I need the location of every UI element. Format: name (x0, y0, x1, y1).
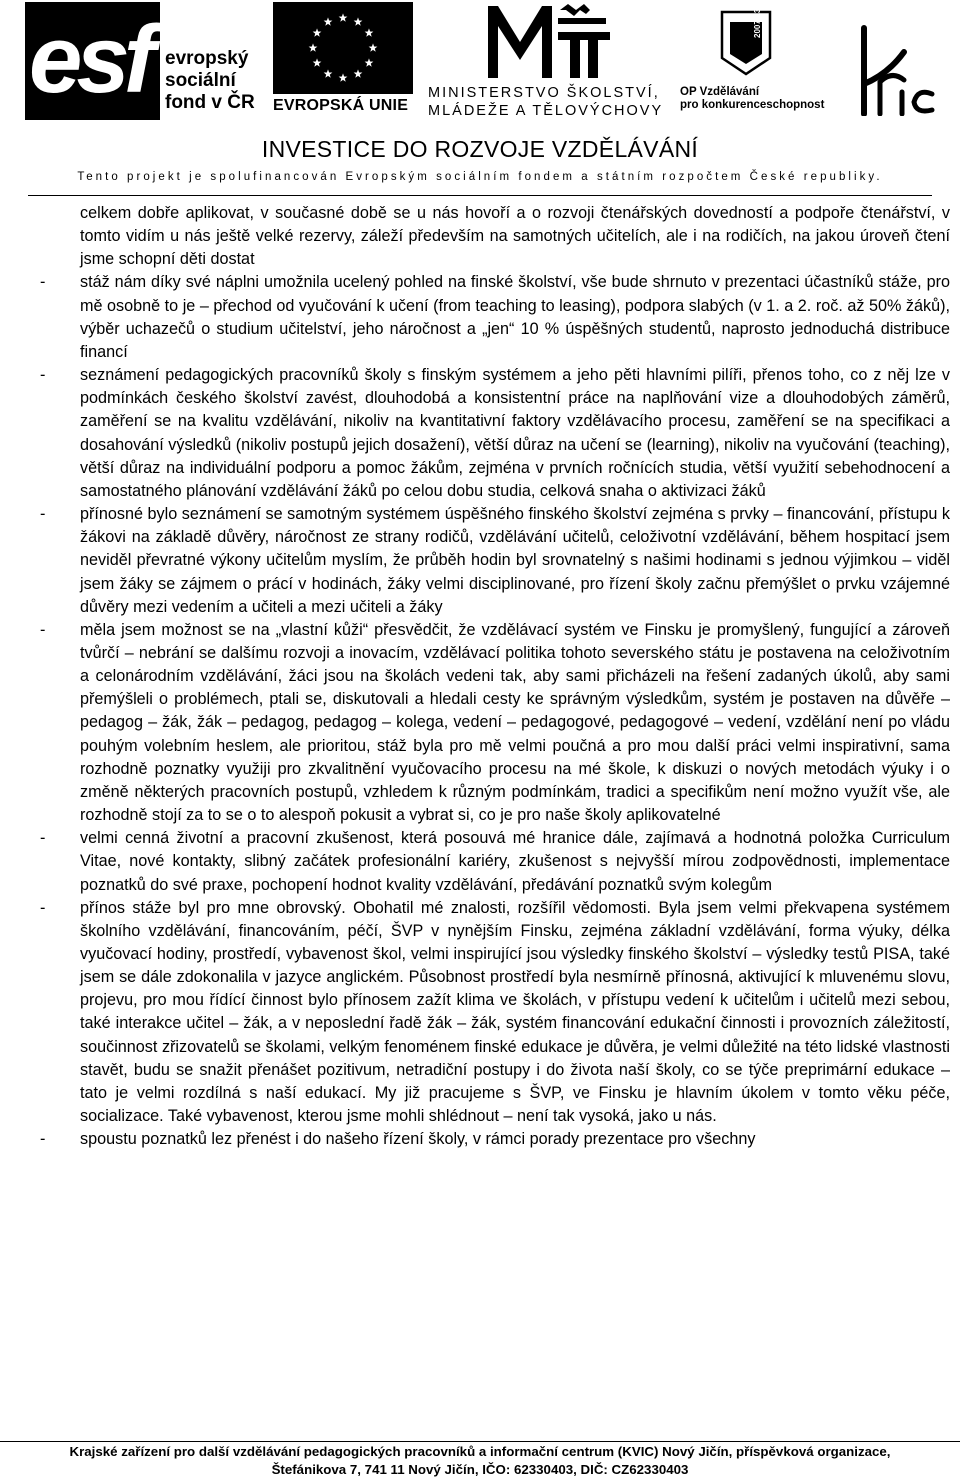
list-item (40, 271, 950, 364)
op-logo-text (680, 86, 824, 112)
list-item (40, 503, 950, 619)
list-dash: - (40, 898, 46, 917)
list-item-text: velmi cenná životní a pracovní zkušenost, která posouvá mé hranice dále, zajímavá a hodnotná položka Curriculum Vitae, nové kontakty, slibný začátek profesionální kariéry, zkušenost s nejvyšší mírou zodpovědnosti, implementace poznatků do své praxe, pochopení hodnot kvality vzdělávání, předávání poznatků svým kolegům (80, 829, 950, 894)
esf-logo-letters: esf (29, 6, 150, 113)
list-dash: - (40, 273, 46, 292)
msmt-logo-icon (486, 2, 616, 80)
esf-line-3: fond v ČR (165, 92, 255, 113)
op-years: 2007-13 (753, 8, 762, 38)
msmt-line-2: MLÁDEŽE A TĚLOVÝCHOVY (428, 103, 664, 119)
list-dash: - (40, 505, 46, 524)
list-item-text: přínosné bylo seznámení se samotným systémem úspěšného finského školství zejména s prvky – financování, přístupu k žákovi na základě důvěry, náročnost ze strany rodičů, vzdělávání učitelů, celoživotní vzdělávání, během hospitací jsem neviděl převratné výkony učitelům myslím, že průběh hodin byl srovnatelný s našimi hodinami s jednou výjimkou – viděl jsem žáky se zájmem o prácí v hodinách, žáky velmi disciplinované, pro řízení školy začnu přemýšlet o prvku vzájemné důvěry mezi vedením a učiteli a mezi učiteli a žáky (80, 505, 950, 616)
msmt-logo-text (428, 84, 663, 120)
header-logos (0, 0, 960, 130)
esf-logo (25, 2, 160, 120)
msmt-line-1: MINISTERSTVO ŠKOLSTVÍ, (428, 85, 660, 101)
list-dash: - (40, 366, 46, 385)
op-line-1: OP Vzdělávání (680, 86, 760, 98)
op-line-2: pro konkurenceschopnost (680, 99, 825, 111)
esf-line-1: evropský (165, 48, 249, 69)
list-item-text: spoustu poznatků lez přenést i do našeho řízení školy, v rámci porady prezentace pro všechny (80, 1130, 756, 1149)
list-dash: - (40, 620, 46, 639)
list-item (40, 1128, 950, 1151)
list-item (40, 897, 950, 1129)
list-item-text: měla jsem možnost se na „vlastní kůži“ přesvědčit, že vzdělávací systém ve Finsku je promyšlený, fungující a zároveň tvůrčí – nebrání se dalšímu rozvoji a inovacím, vzdělávací politika tohoto severského státu je postavena na celoživotním a celonárodním vzdělávání, žáci jsou na školách vedeni tak, aby sami přicházeli na řešení zadaných úkolů, aby sami přemýšleli o problémech, ptali se, diskutovali a hledali cesty ke správným výsledkům, systém je postaven na důvěře – pedagog – žák, žák – pedagog, pedagog – kolega, vedení – pedagogové, pedagogové – vedení, vzdělání není po vládu pouhým volebním heslem, ale prioritou, stáž byla pro mě velmi poučná a pro mou další práci velmi inspirativní, sama rozhodně poznatky využiji pro zkvalitnění vyučovacího procesu na mé škole, k diskuzi o nových metodách výuky i o změně některých pracovních postupů, vzhledem k různým podmínkám, tradici a specifikům není možno využít vše, ale rozhodně stojí za to se o to alespoň pokusit a vybrat si, co je pro naše školy aplikovatelné (80, 620, 950, 825)
op-seal-icon (718, 8, 774, 78)
footer-rule (0, 1441, 960, 1442)
continuation-paragraph: celkem dobře aplikovat, v současné době se u nás hovoří a o rozvoji čtenářských dovedností a podpoře čtenářství, v tomto vidím u nás ještě velké rezervy, záleží především na samotných učitelích, ale i na rodičích, na jakou úroveň čtení jsme schopní děti dostat (80, 204, 950, 269)
list-item (40, 827, 950, 896)
document-body (40, 202, 950, 1151)
eu-flag-icon (273, 2, 413, 94)
investice-heading: INVESTICE DO ROZVOJE VZDĚLÁVÁNÍ (261, 136, 699, 162)
eu-label: EVROPSKÁ UNIE (273, 97, 409, 114)
footer (0, 1443, 960, 1479)
esf-line-2: sociální (165, 70, 236, 91)
footer-line-1: Krajské zařízení pro další vzdělávání pedagogických pracovníků a informační centrum (KVIC) Nový Jičín, příspěvková organizace, (69, 1444, 891, 1459)
list-item-text: přínos stáže byl pro mne obrovský. Obohatil mé znalosti, rozšířil vědomosti. Byla jsem velmi překvapena systémem školního vzdělávání, financováním, péčí, ŠVP v nynějším Finsku, zejména základní vzdělávání, forma výuky, délka vyučovací hodiny, prostředí, vybavenost škol, velmi inspirující jsou výsledky finského školství – výsledky testů PISA, také jsem se dále zdokonalila v jazyce anglickém. Působnost prostředí byla nesmírně přínosná, aktivující k mluvenému slovu, projevu, pro mou řídící činnost bylo přínosem zažít klima ve školách, v přístupu vedení k učitelům i učitelů mezi sebou, také interakce učitel – žák, a v neposlední řadě žák – žák, systém financování edukační činnosti i provozních záležitostí, součinnost zřizovatelů se školami, velkým fenoménem finské edukace je důvěra, je velmi důležité na této lidské vlastnosti stavět, budu se snažit přenášet pozitivum, netradiční postupy i do života naší školy, co se týče preprimární edukace – tato je velmi rozdílná s naší edukací. My již pracujeme s ŠVP, ve Finsku je hlavním úkolem v tomto věku péče, socializace. Také vybavenost, kterou jsme mohli shlédnout – není tak vysoká, jako u nás. (80, 898, 950, 1126)
list-dash: - (40, 1130, 46, 1149)
cofinancing-tagline: Tento projekt je spolufinancován Evropským sociálním fondem a státním rozpočtem České republiky. (77, 171, 883, 183)
esf-logo-text (165, 48, 255, 114)
kvic-logo-icon (858, 22, 936, 116)
list-dash: - (40, 829, 46, 848)
list-item (40, 364, 950, 503)
list-item-text: stáž nám díky své náplni umožnila ucelený pohled na finské školství, vše bude shrnuto v prezentaci účastníků stáže, pro mě osobně to je – přechod od vyučování k učení (from teaching to leasing), podpora slabých (v 1. a 2. roč. až 50% žáků), výběr uchazečů o studium učitelství, jeho náročnost a „jen“ 10 % úspěšných studentů, naprosto jednoduchá distribuce financí (80, 273, 950, 361)
list-item-text: seznámení pedagogických pracovníků školy s finským systémem a jeho pěti hlavními pilíři, přenos toho, co z něj lze v podmínkách českého školství zavést, dlouhodobá a konsistentní práce na naplňování vize a dlouhodobých záměrů, zaměření se na kvalitu vzdělávání, nikoliv na kvantitativní faktory vzdělávacího procesu, zaměření se na specifikaci a dosahování výsledků (nikoliv postupů jejich dosažení), větší důraz na učení se (learning), nikoliv na vyučování (teaching), větší důraz na individuální podporu a pomoc žákům, zejména v prvních ročnících studia, větší využití sebehodnocení a samostatného plánování vzdělávání žáků po celou dobu studia, celková snaha o aktivizaci žáků (80, 366, 950, 500)
footer-line-2: Štefánikova 7, 741 11 Nový Jičín, IČO: 62330403, DIČ: CZ62330403 (271, 1462, 689, 1477)
list-item (40, 619, 950, 827)
top-rule (28, 195, 932, 196)
